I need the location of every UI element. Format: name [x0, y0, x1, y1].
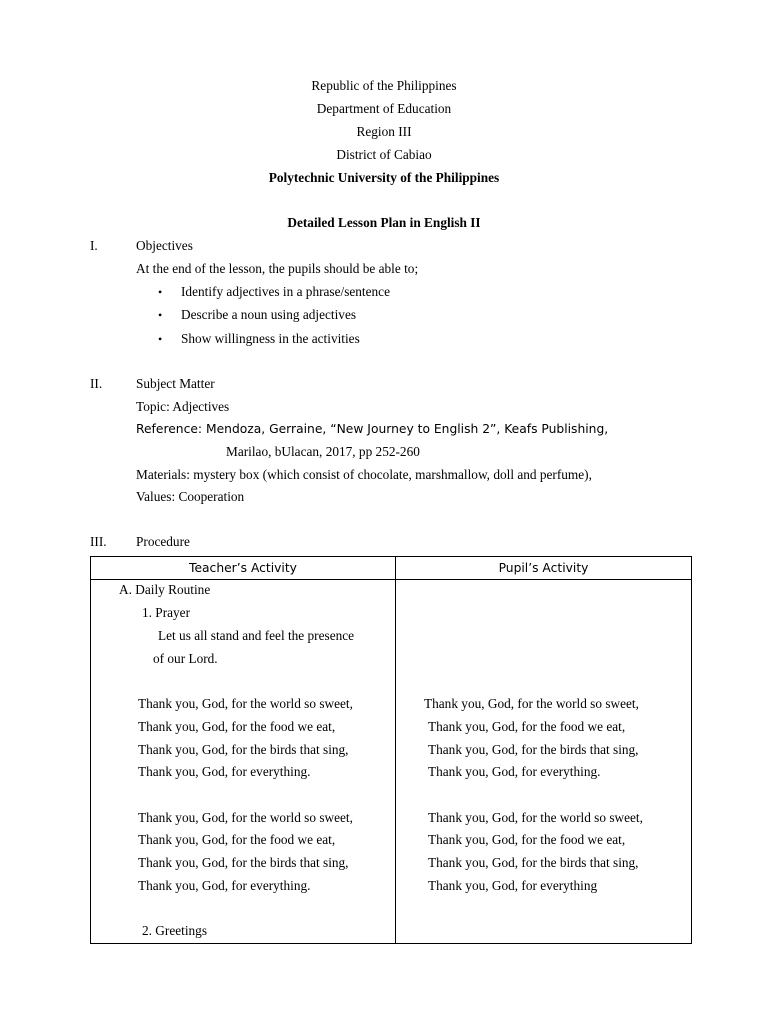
header-district: District of Cabiao — [336, 147, 432, 162]
reference-text: Mendoza, Gerraine, “New Journey to English 2”, Keafs Publishing, — [202, 422, 609, 436]
teacher-prayer-line: Thank you, God, for the world so sweet, — [138, 810, 353, 825]
pupil-prayer-line: Thank you, God, for the world so sweet, — [424, 696, 639, 711]
teacher-prayer-line: Thank you, God, for everything. — [138, 764, 311, 779]
header-university: Polytechnic University of the Philippines — [268, 170, 500, 185]
procedure-table-header — [91, 557, 692, 580]
prayer-heading: 1. Prayer — [142, 605, 190, 620]
header-republic: Republic of the Philippines — [311, 78, 457, 93]
subject-values: Values: Cooperation — [136, 489, 245, 504]
objective-item: Show willingness in the activities — [181, 331, 360, 346]
objective-item: Describe a noun using adjectives — [181, 307, 357, 322]
subject-reference-continued: Marilao, bUlacan, 2017, pp 252-260 — [226, 444, 420, 459]
column-pupil-activity: Pupil’s Activity — [396, 557, 692, 580]
pupil-prayer-line: Thank you, God, for everything — [428, 878, 598, 893]
teacher-prayer-line: Thank you, God, for the birds that sing, — [138, 742, 349, 757]
daily-routine-heading: A. Daily Routine — [119, 582, 211, 597]
teacher-prayer-line: Thank you, God, for the food we eat, — [138, 832, 336, 847]
procedure-numeral: III. — [90, 534, 107, 549]
teacher-prayer-line: Thank you, God, for the world so sweet, — [138, 696, 353, 711]
bullet-icon: • — [158, 332, 163, 346]
teacher-prayer-line: Thank you, God, for the food we eat, — [138, 719, 336, 734]
pupil-prayer-line: Thank you, God, for the food we eat, — [428, 719, 626, 734]
procedure-heading: Procedure — [136, 534, 190, 549]
prayer-intro: Let us all stand and feel the presence — [158, 628, 355, 643]
subject-reference — [136, 422, 608, 436]
teacher-prayer-line: Thank you, God, for everything. — [138, 878, 311, 893]
objectives-numeral: I. — [90, 238, 98, 253]
bullet-icon: • — [158, 285, 163, 299]
procedure-table — [90, 556, 692, 944]
greetings-heading: 2. Greetings — [142, 923, 207, 938]
subject-materials: Materials: mystery box (which consist of chocolate, marshmallow, doll and perfume), — [136, 467, 592, 482]
pupil-prayer-line: Thank you, God, for the birds that sing, — [428, 742, 639, 757]
bullet-icon: • — [158, 308, 163, 322]
objective-item: Identify adjectives in a phrase/sentence — [181, 284, 390, 299]
pupil-prayer-line: Thank you, God, for the world so sweet, — [428, 810, 643, 825]
document-title: Detailed Lesson Plan in English II — [287, 215, 481, 230]
header-region: Region III — [356, 124, 412, 139]
teacher-activity-cell — [91, 580, 396, 944]
pupil-prayer-line: Thank you, God, for everything. — [428, 764, 601, 779]
subject-heading: Subject Matter — [136, 376, 215, 391]
column-teacher-activity: Teacher’s Activity — [91, 557, 396, 580]
teacher-prayer-line: Thank you, God, for the birds that sing, — [138, 855, 349, 870]
prayer-intro-continued: of our Lord. — [153, 651, 218, 666]
pupil-activity-cell — [396, 580, 692, 944]
reference-label: Reference: — [136, 422, 203, 436]
header-department: Department of Education — [316, 101, 452, 116]
subject-topic: Topic: Adjectives — [136, 399, 230, 414]
objectives-heading: Objectives — [136, 238, 193, 253]
pupil-prayer-line: Thank you, God, for the food we eat, — [428, 832, 626, 847]
pupil-prayer-line: Thank you, God, for the birds that sing, — [428, 855, 639, 870]
subject-numeral: II. — [90, 376, 103, 391]
objectives-intro: At the end of the lesson, the pupils should be able to; — [136, 261, 419, 276]
